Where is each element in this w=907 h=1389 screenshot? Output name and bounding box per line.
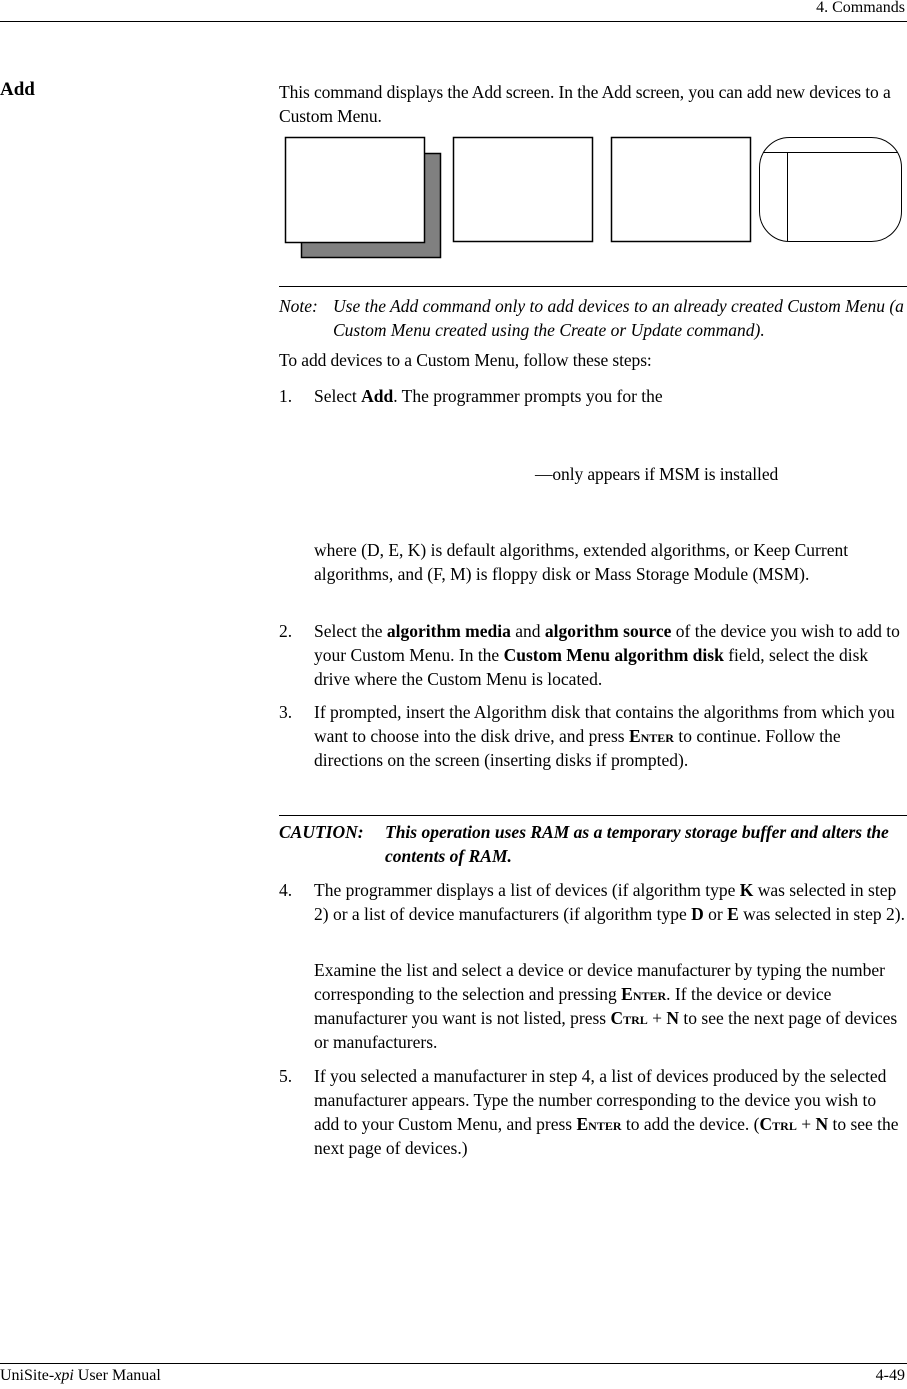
key-enter: Enter bbox=[628, 726, 674, 746]
header-rule bbox=[0, 21, 907, 22]
key-enter: Enter bbox=[621, 984, 667, 1004]
note bbox=[279, 294, 905, 342]
key-enter: Enter bbox=[576, 1114, 622, 1134]
caution-label: CAUTION: bbox=[279, 822, 364, 842]
step-number: 1. bbox=[279, 386, 293, 406]
caution bbox=[279, 820, 905, 868]
step-number: 2. bbox=[279, 621, 293, 641]
stacked-window-icon bbox=[286, 138, 441, 258]
step-2: 2. Select the algorithm media and algorithm source of the device you wish to add to your Custom Menu. In the Custom Menu algorithm disk field, select the disk drive where the Custom Menu is located. bbox=[279, 621, 900, 689]
command-add: Add bbox=[361, 386, 394, 406]
rounded-screen-icon bbox=[760, 138, 902, 242]
step-4: 4. The programmer displays a list of devices (if algorithm type K was selected in step 2) or a list of device manufacturers (if algorithm type D or E was selected in step 2). bbox=[279, 880, 905, 924]
footer-product: UniSite-xpi User Manual bbox=[0, 1367, 161, 1384]
section-intro: This command displays the Add screen. In the Add screen, you can add new devices to a Custom Menu. bbox=[279, 82, 891, 126]
footer-rule bbox=[0, 1363, 907, 1364]
window-icon bbox=[454, 138, 593, 242]
key-ctrl: Ctrl bbox=[610, 1008, 648, 1028]
steps-intro: To add devices to a Custom Menu, follow these steps: bbox=[279, 350, 652, 370]
step-number: 3. bbox=[279, 702, 293, 722]
note-text: Use the Add command only to add devices to an already created Custom Menu (a Custom Menu created using the Create or Update command). bbox=[333, 296, 904, 340]
section-title: Add bbox=[0, 79, 35, 100]
screen-diagram bbox=[0, 0, 907, 270]
step-3: 3. If prompted, insert the Algorithm disk that contains the algorithms from which you want to choose into the disk drive, and press Enter to continue. Follow the directions on the screen (inserting disks if prompted). bbox=[279, 702, 895, 770]
note-label: Note: bbox=[279, 296, 318, 316]
step-number: 5. bbox=[279, 1066, 293, 1086]
step-5: 5. If you selected a manufacturer in step 4, a list of devices produced by the selected manufacturer appears. Type the number corresponding to the device you wish to add to your Custom Menu, and press Enter to add the device. (Ctrl + N to see the next page of devices.) bbox=[279, 1066, 899, 1158]
caution-rule bbox=[279, 815, 907, 816]
step-number: 4. bbox=[279, 880, 293, 900]
key-n: N bbox=[666, 1008, 680, 1028]
where-text: where (D, E, K) is default algorithms, extended algorithms, or Keep Current algorithms, and (F, M) is floppy disk or Mass Storage Module (MSM). bbox=[314, 540, 849, 584]
msm-note: —only appears if MSM is installed bbox=[535, 464, 779, 484]
step-4-detail: Examine the list and select a device or device manufacturer by typing the number corresponding to the selection and pressing Enter. If the device or device manufacturer you want is not listed, press Ctrl + N to see the next page of devices or manufacturers. bbox=[314, 960, 898, 1052]
page-number: 4-49 bbox=[875, 1367, 905, 1384]
running-head: 4. Commands bbox=[816, 0, 905, 16]
key-ctrl: Ctrl bbox=[759, 1114, 797, 1134]
caution-text: This operation uses RAM as a temporary storage buffer and alters the contents of RAM. bbox=[385, 822, 889, 866]
note-rule bbox=[279, 286, 907, 287]
window-icon bbox=[612, 138, 751, 242]
step-1: 1. Select Add. The programmer prompts you for the bbox=[279, 386, 663, 406]
key-n: N bbox=[815, 1114, 829, 1134]
